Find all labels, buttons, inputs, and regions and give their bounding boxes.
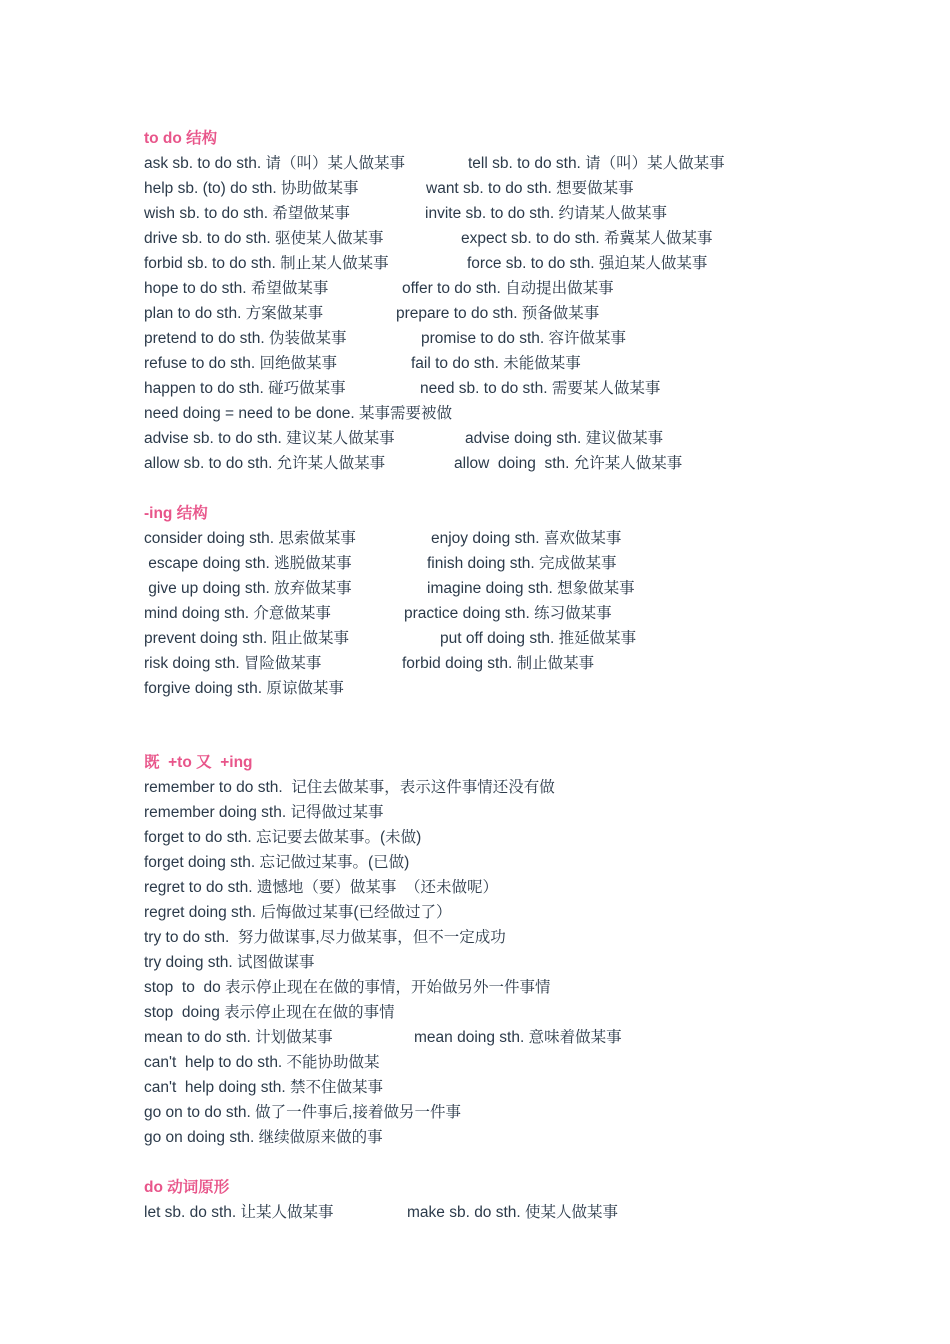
- list-item: escape doing sth. 逃脱做某事 finish doing sth. 完成做某事: [144, 555, 617, 572]
- list-item: regret to do sth. 遗憾地（要）做某事 （还未做呢）: [144, 879, 498, 896]
- list-item: consider doing sth. 思索做某事 enjoy doing sth. 喜欢做某事: [144, 530, 622, 547]
- list-item: wish sb. to do sth. 希望做某事 invite sb. to do sth. 约请某人做某事: [144, 205, 668, 222]
- list-item: go on to do sth. 做了一件事后,接着做另一件事: [144, 1104, 461, 1121]
- list-item: stop doing 表示停止现在在做的事情: [144, 1004, 395, 1021]
- list-item: stop to do 表示停止现在在做的事情，开始做另外一件事情: [144, 979, 551, 996]
- section-title-ing: -ing 结构: [144, 505, 208, 522]
- list-item: forget doing sth. 忘记做过某事。(已做): [144, 854, 410, 871]
- document-page: [144, 126, 824, 1225]
- list-item: help sb. (to) do sth. 协助做某事 want sb. to do sth. 想要做某事: [144, 180, 634, 197]
- list-item: forget to do sth. 忘记要去做某事。(未做): [144, 829, 422, 846]
- list-item: risk doing sth. 冒险做某事 forbid doing sth. 制止做某事: [144, 655, 595, 672]
- list-item: remember to do sth. 记住去做某事，表示这件事情还没有做: [144, 779, 555, 796]
- list-item: happen to do sth. 碰巧做某事 need sb. to do sth. 需要某人做某事: [144, 380, 661, 397]
- list-item: hope to do sth. 希望做某事 offer to do sth. 自动提出做某事: [144, 280, 614, 297]
- list-item: prevent doing sth. 阻止做某事 put off doing sth. 推延做某事: [144, 630, 637, 647]
- list-item: go on doing sth. 继续做原来做的事: [144, 1129, 383, 1146]
- list-item: ask sb. to do sth. 请（叫）某人做某事 tell sb. to do sth. 请（叫）某人做某事: [144, 155, 725, 172]
- list-item: need doing = need to be done. 某事需要被做: [144, 405, 453, 422]
- list-item: mind doing sth. 介意做某事 practice doing sth. 练习做某事: [144, 605, 612, 622]
- list-item: drive sb. to do sth. 驱使某人做某事 expect sb. to do sth. 希冀某人做某事: [144, 230, 713, 247]
- list-item: forbid sb. to do sth. 制止某人做某事 force sb. to do sth. 强迫某人做某事: [144, 255, 708, 272]
- section-title-do-base-form: do 动词原形: [144, 1179, 230, 1196]
- list-item: mean to do sth. 计划做某事 mean doing sth. 意味着做某事: [144, 1029, 622, 1046]
- list-item: regret doing sth. 后悔做过某事(已经做过了）: [144, 904, 452, 921]
- list-item: try doing sth. 试图做谋事: [144, 954, 315, 971]
- list-item: can't help doing sth. 禁不住做某事: [144, 1079, 384, 1096]
- section-title-to-and-ing: 既 +to 又 +ing: [144, 754, 253, 771]
- list-item: forgive doing sth. 原谅做某事: [144, 680, 344, 697]
- list-item: let sb. do sth. 让某人做某事 make sb. do sth. 使某人做某事: [144, 1204, 619, 1221]
- list-item: plan to do sth. 方案做某事 prepare to do sth. 预备做某事: [144, 305, 600, 322]
- list-item: allow sb. to do sth. 允许某人做某事 allow doing sth. 允许某人做某事: [144, 455, 683, 472]
- list-item: try to do sth. 努力做谋事,尽力做某事，但不一定成功: [144, 929, 506, 946]
- list-item: remember doing sth. 记得做过某事: [144, 804, 384, 821]
- list-item: can't help to do sth. 不能协助做某: [144, 1054, 380, 1071]
- section-title-to-do: to do 结构: [144, 130, 218, 147]
- list-item: refuse to do sth. 回绝做某事 fail to do sth. 未能做某事: [144, 355, 581, 372]
- list-item: give up doing sth. 放弃做某事 imagine doing sth. 想象做某事: [144, 580, 635, 597]
- list-item: pretend to do sth. 伪装做某事 promise to do sth. 容许做某事: [144, 330, 627, 347]
- list-item: advise sb. to do sth. 建议某人做某事 advise doing sth. 建议做某事: [144, 430, 664, 447]
